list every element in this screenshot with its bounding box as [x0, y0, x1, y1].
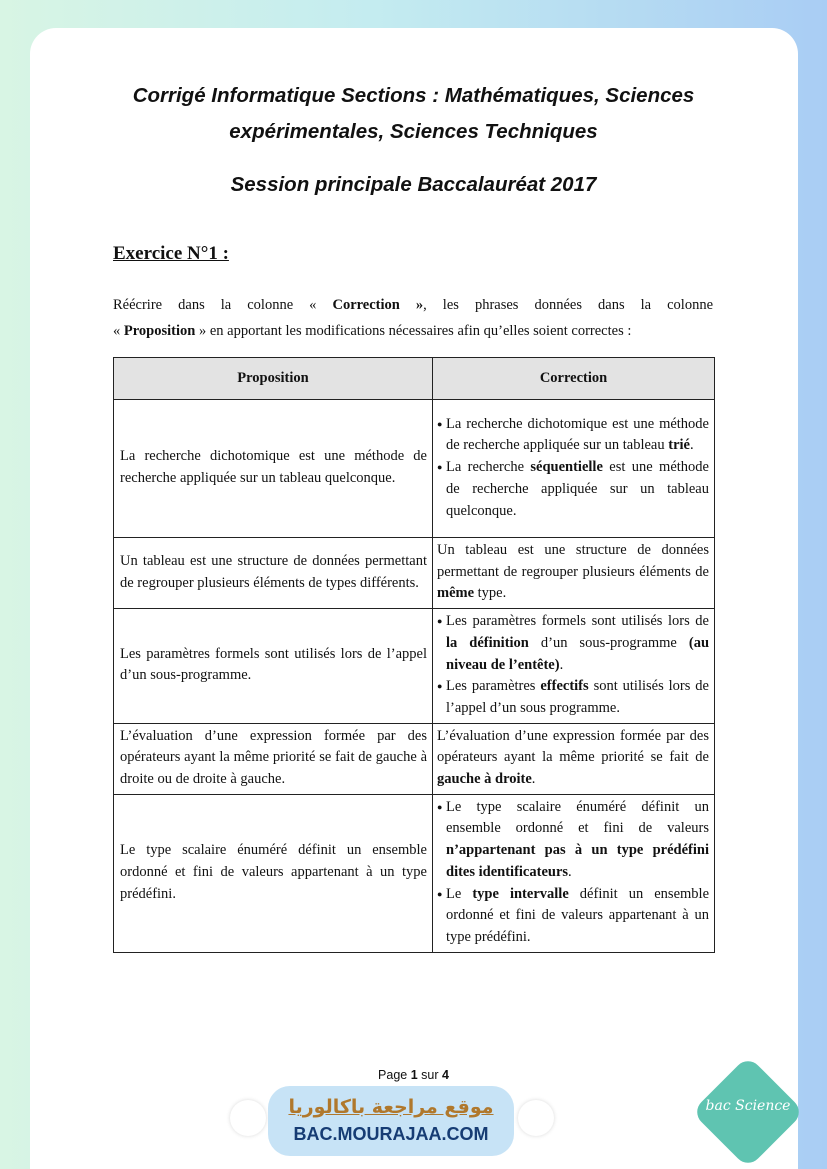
site-url-link[interactable]: BAC.MOURAJAA.COM: [293, 1124, 489, 1144]
table-row: [114, 794, 715, 952]
doc-title-line2: expérimentales, Sciences Techniques: [229, 120, 598, 143]
doc-title-line1: Corrigé Informatique Sections : Mathématiques, Sciences: [132, 84, 695, 107]
table-header-row: [114, 358, 715, 400]
correction-cell: [433, 794, 715, 952]
exercise-instructions: Réécrire dans la colonne « Correction », les phrases données dans la colonne « Proposition » en apportant les modifications nécessaires afin qu’elles soient correctes :: [113, 297, 714, 339]
correction-bullet: ● Les paramètres effectifs sont utilisés lors de l’appel d’un sous programme.: [437, 678, 709, 716]
correction-cell: [433, 400, 715, 538]
proposition-cell: Un tableau est une structure de données permettant de regrouper plusieurs éléments de types différents.: [114, 538, 433, 609]
proposition-cell: La recherche dichotomique est une méthode de recherche appliquée sur un tableau quelconque.: [114, 400, 433, 538]
site-banner[interactable]: [268, 1086, 514, 1156]
column-header-correction: Correction: [433, 358, 715, 400]
proposition-cell: Les paramètres formels sont utilisés lors de l’appel d’un sous-programme.: [114, 609, 433, 724]
bac-science-logo-text: bac Science: [705, 1098, 791, 1114]
site-logo-icon: [518, 1100, 554, 1136]
correction-cell: [433, 609, 715, 724]
correction-bullet: ● Les paramètres formels sont utilisés lors de la définition d’un sous-programme (au niveau de l’entête).: [437, 613, 710, 673]
site-logo-icon: [230, 1100, 266, 1136]
correction-cell: L’évaluation d’une expression formée par des opérateurs ayant la même priorité se fait de gauche à droite.: [433, 723, 715, 794]
proposition-cell: Le type scalaire énuméré définit un ensemble ordonné et fini de valeurs appartenant à un type prédéfini.: [114, 794, 433, 952]
table-row: [114, 723, 715, 794]
exercise-heading: Exercice N°1 :: [113, 243, 229, 264]
correction-bullet: ● Le type scalaire énuméré définit un ensemble ordonné et fini de valeurs n’appartenant pas à un type prédéfini dites identificateurs.: [437, 798, 709, 880]
correction-table: [113, 357, 715, 953]
page-number: Page 1 sur 4: [378, 1068, 449, 1082]
table-row: [114, 400, 715, 538]
correction-cell: Un tableau est une structure de données permettant de regrouper plusieurs éléments de même type.: [433, 538, 715, 609]
correction-bullet: ● La recherche séquentielle est une méthode de recherche appliquée sur un tableau quelconque.: [437, 459, 709, 519]
site-name-arabic[interactable]: موقع مراجعة باكالوريا: [288, 1096, 494, 1118]
correction-bullet: ● La recherche dichotomique est une méthode de recherche appliquée sur un tableau trié.: [437, 415, 709, 454]
session-title: Session principale Baccalauréat 2017: [230, 173, 597, 196]
table-row: [114, 609, 715, 724]
table-row: [114, 538, 715, 609]
correction-bullet: ● Le type intervalle définit un ensemble ordonné et fini de valeurs appartenant à un type prédéfini.: [437, 885, 710, 945]
proposition-cell: L’évaluation d’une expression formée par des opérateurs ayant la même priorité se fait de gauche à droite ou de droite à gauche.: [114, 723, 433, 794]
column-header-proposition: Proposition: [114, 358, 433, 400]
